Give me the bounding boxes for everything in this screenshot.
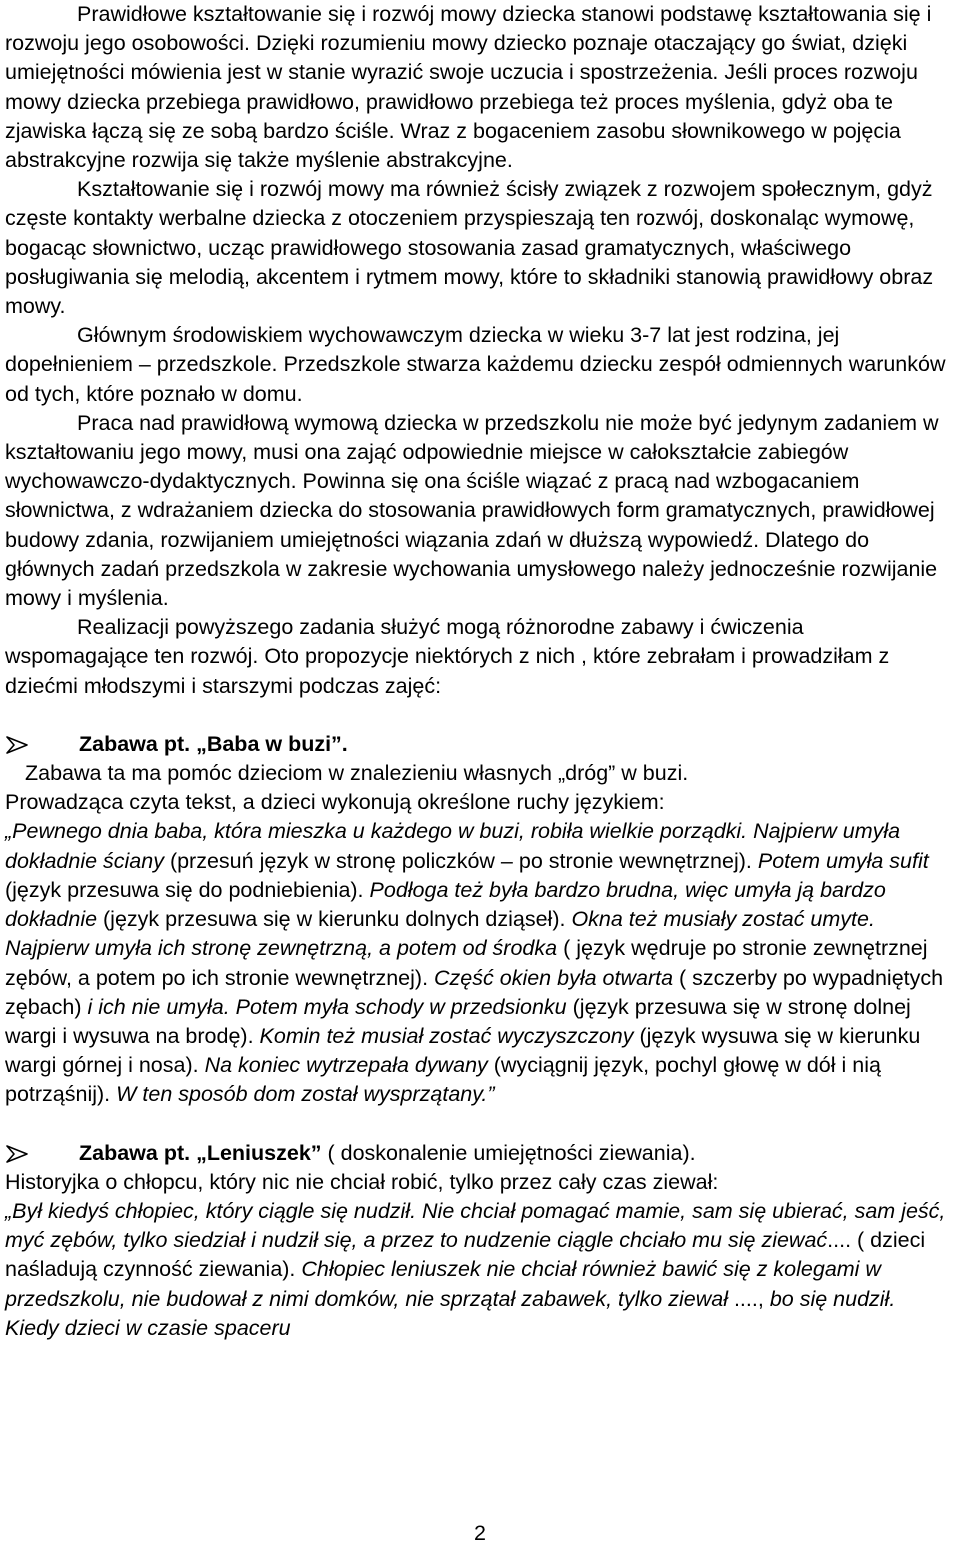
game-leniuszek <box>5 1139 947 1343</box>
story-text-instruction: (wyciągnij język, pochyl głowę w dół i nią potrząśnij). <box>5 1053 881 1107</box>
story-text-italic: Okna też musiały zostać umyte. Najpierw umyła ich stronę zewnętrzną, a potem od środka <box>5 907 875 961</box>
game-story <box>5 817 947 1109</box>
story-text-italic: bo się nudził. <box>769 1286 896 1311</box>
story-text-instruction: .... ( dzieci naśladują czynność ziewania). <box>5 1228 926 1282</box>
story-text-instruction: (język przesuwa się w stronę dolnej wargi i wysuwa na brodę). <box>5 994 911 1048</box>
spacer <box>5 1110 947 1139</box>
paragraph-kindergarten-work: Praca nad prawidłową wymową dziecka w przedszkolu nie może być jedynym zadaniem w kształtowaniu jego mowy, musi ona zająć odpowiednie miejsce w całokształcie zabiegów wychowawczo-dydaktycznych. Powinna się ona ściśle wiązać z pracą nad wzbogacaniem słownictwa, z wdrażaniem dziecka do stosowania prawidłowych form gramatycznych, prawidłowej budowy zdania, rozwijaniem umiejętności wiązania zdań w dłuższą wypowiedź. Dlatego do głównych zadań przedszkola w zakresie wychowania umysłowego należy jednocześnie rozwijanie mowy i myślenia. <box>5 410 939 611</box>
story-text-italic: Na koniec wytrzepała dywany <box>204 1053 488 1078</box>
game-title <box>5 730 947 759</box>
page-number: 2 <box>474 1521 486 1545</box>
game-title-text: Zabawa pt. „Leniuszek” <box>79 1140 322 1165</box>
story-text-italic: Część okien była otwarta <box>434 965 674 990</box>
story-text-italic: „Był kiedyś chłopiec, który ciągle się nudził. Nie chciał pomagać mamie, sam się ubierać, sam jeść, myć zębów, tylko siedział i nudził się, a przez to nudzenie ciągle chciało mu się ziewać <box>5 1198 946 1253</box>
story-text-italic: Komin też musiał zostać wyczyszczony <box>259 1023 634 1048</box>
story-text-instruction: ...., <box>727 1286 770 1311</box>
story-text-instruction: ( szczerby po wypadniętych zębach) <box>5 965 944 1019</box>
story-text-instruction: ( język wędruje po stronie zewnętrznej zębów, a potem po ich stronie wewnętrznej). <box>5 936 928 990</box>
game-lead: Prowadząca czyta tekst, a dzieci wykonują określone ruchy językiem: <box>5 790 665 815</box>
story-text-italic: Chłopiec leniuszek nie chciał również bawić się z kolegami w przedszkolu, nie budował z nimi domków, nie sprzątał zabawek, tylko ziewał <box>5 1257 881 1311</box>
game-intro: Zabawa ta ma pomóc dzieciom w znalezieniu własnych „dróg” w buzi. <box>25 761 689 786</box>
paragraph-social-development: Kształtowanie się i rozwój mowy ma również ścisły związek z rozwojem społecznym, gdyż częste kontakty werbalne dziecka z otoczeniem przyspieszają ten rozwój, doskonaląc wymowę, bogacąc słownictwo, ucząc prawidłowego stosowania zasad gramatycznych, właściwego posługiwania się melodią, akcentem i rytmem mowy, które to składniki stanowią prawidłowy obraz mowy. <box>5 177 934 319</box>
story-text-italic: Potem umyła sufit <box>757 848 929 873</box>
game-story <box>5 1197 947 1343</box>
story-text-instruction: (język wysuwa się w kierunku wargi górnej i nosa). <box>5 1023 921 1078</box>
paragraph-environment: Głównym środowiskiem wychowawczym dziecka w wieku 3-7 lat jest rodzina, jej dopełnieniem – przedszkole. Przedszkole stwarza każdemu dziecku zespół odmiennych warunków od tych, które poznało w domu. <box>5 323 946 406</box>
paragraph-games-intro: Realizacji powyższego zadania służyć mogą różnorodne zabawy i ćwiczenia wspomagające ten rozwój. Oto propozycje niektórych z nich , które zebrałam i prowadziłam z dziećmi młodszymi i starszymi podczas zajęć: <box>5 615 890 698</box>
game-baba-w-buzi <box>5 730 947 1110</box>
story-text-instruction: (przesuń język w stronę policzków – po stronie wewnętrznej). <box>163 848 758 873</box>
story-text-italic: Podłoga też była bardzo brudna, więc umyła ją bardzo dokładnie <box>5 877 886 932</box>
document-page <box>5 0 947 1343</box>
story-text-italic: i ich nie umyła. Potem myła schody w przedsionku <box>87 994 567 1019</box>
story-text-instruction: (język przesuwa się do podniebienia). <box>5 877 370 902</box>
story-text-italic: „Pewnego dnia baba, która mieszka u każdego w buzi, robiła wielkie porządki. Najpierw umyła dokładnie ściany <box>5 819 901 873</box>
game-lead: Historyjka o chłopcu, który nic nie chciał robić, tylko przez cały czas ziewał: <box>5 1169 719 1194</box>
spacer <box>5 701 947 730</box>
paragraph-speech-development: Prawidłowe kształtowanie się i rozwój mowy dziecka stanowi podstawę kształtowania się i rozwoju jego osobowości. Dzięki rozumieniu mowy dziecko poznaje otaczający go świat, dzięki umiejętności mówienia jest w stanie wyrazić swoje uczucia i spostrzeżenia. Jeśli proces rozwoju mowy dziecka przebiega prawidłowo, prawidłowo przebiega też proces myślenia, gdyż oba te zjawiska łączą się ze sobą bardzo ściśle. Wraz z bogaceniem zasobu słownikowego w pojęcia abstrakcyjne rozwija się także myślenie abstrakcyjne. <box>5 2 932 173</box>
arrow-bullet-icon <box>5 1145 29 1163</box>
story-text-instruction: (język przesuwa się w kierunku dolnych dziąseł). <box>97 907 572 932</box>
game-title-subtitle: ( doskonalenie umiejętności ziewania). <box>321 1140 696 1165</box>
story-text-italic: Kiedy dzieci w czasie spaceru <box>5 1315 291 1340</box>
story-text-italic: W ten sposób dom został wysprzątany.” <box>116 1082 495 1107</box>
arrow-bullet-icon <box>5 736 29 754</box>
game-title <box>5 1139 947 1168</box>
game-title-text: Zabawa pt. „Baba w buzi”. <box>79 731 348 756</box>
